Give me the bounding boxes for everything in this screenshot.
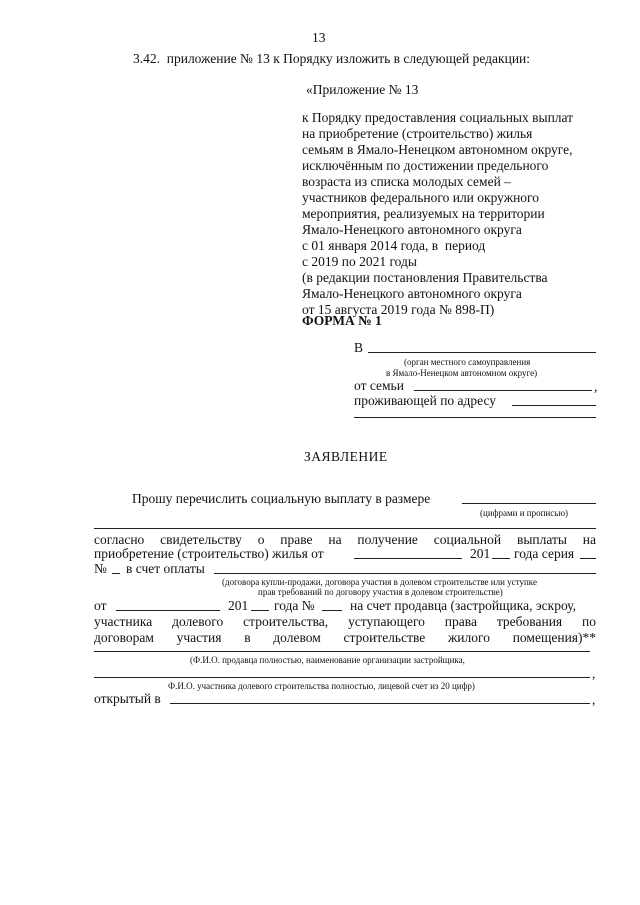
to-caption: (орган местного самоуправления	[404, 357, 531, 367]
page-number: 13	[312, 30, 326, 45]
appendix-line: к Порядку предоставления социальных выплат	[302, 110, 574, 125]
address-label: проживающей по адресу	[354, 393, 497, 408]
bank-field-line[interactable]	[170, 703, 590, 704]
appendix-line: с 2019 по 2021 годы	[302, 254, 417, 269]
number-field-line[interactable]	[322, 610, 342, 611]
comma: ,	[594, 379, 598, 394]
comma: ,	[592, 692, 596, 707]
body-line-5: участника долевого строительства, уступающего права требования по	[94, 614, 596, 629]
body-text: в счет оплаты	[126, 561, 205, 576]
appendix-line: от 15 августа 2019 года № 898-П)	[302, 302, 495, 317]
body-text: 201	[470, 546, 491, 561]
form-title: ФОРМА № 1	[302, 313, 382, 328]
amount-caption: (цифрами и прописью)	[480, 508, 569, 518]
from-family-label: от семьи	[354, 378, 404, 393]
address-field-line-2[interactable]	[354, 417, 596, 418]
contract-caption: (договора купли-продажи, договора участия в долевом строительстве или уступке	[222, 577, 537, 587]
appendix-line: на приобретение (строительство) жилья	[302, 126, 533, 141]
number-field-line[interactable]	[112, 573, 120, 574]
appendix-line: исключённым по достижении предельного	[302, 158, 549, 173]
body-text: года №	[274, 598, 315, 613]
from-family-field-line[interactable]	[414, 390, 592, 391]
amount-field-line-2[interactable]	[94, 528, 596, 529]
date-field-line[interactable]	[354, 558, 462, 559]
date-field-line[interactable]	[116, 610, 220, 611]
body-text: от	[94, 598, 107, 613]
payment-field-line[interactable]	[214, 573, 596, 574]
request-text: Прошу перечислить социальную выплату в размере	[132, 491, 431, 506]
opened-in-label: открытый в	[94, 691, 161, 706]
appendix-line: участников федерального или окружного	[302, 190, 539, 205]
appendix-line: Ямало-Ненецкого автономного округа	[302, 222, 522, 237]
participant-field-line[interactable]	[94, 677, 590, 678]
year-field-line[interactable]	[492, 558, 510, 559]
series-field-line[interactable]	[580, 558, 596, 559]
amount-field-line[interactable]	[462, 503, 596, 504]
seller-caption: (Ф.И.О. продавца полностью, наименование организации застройщика,	[190, 655, 465, 665]
participant-caption: Ф.И.О. участника долевого строительства полностью, лицевой счет из 20 цифр)	[168, 681, 475, 691]
appendix-line: возраста из списка молодых семей –	[302, 174, 511, 189]
body-text: на счет продавца (застройщика, эскроу,	[350, 598, 576, 613]
body-text: №	[94, 561, 107, 576]
body-line-1: согласно свидетельству о праве на получение социальной выплаты на	[94, 532, 596, 547]
body-text: года серия	[514, 546, 575, 561]
seller-field-line[interactable]	[94, 651, 590, 652]
appendix-line: Ямало-Ненецкого автономного округа	[302, 286, 522, 301]
section-heading: 3.42. приложение № 13 к Порядку изложить в следующей редакции:	[133, 51, 531, 66]
body-text: 201	[228, 598, 249, 613]
to-field-line[interactable]	[368, 352, 596, 353]
appendix-line: мероприятия, реализуемых на территории	[302, 206, 545, 221]
appendix-line: семьям в Ямало-Ненецком автономном округе,	[302, 142, 573, 157]
contract-caption: прав требований по договору участия в долевом строительстве)	[258, 587, 503, 597]
body-line-6: договорам участия в долевом строительстве жилого помещения)**	[94, 630, 596, 645]
statement-title: ЗАЯВЛЕНИЕ	[304, 449, 388, 464]
appendix-line: с 01 января 2014 года, в период	[302, 238, 486, 253]
to-caption: в Ямало-Ненецком автономном округе)	[386, 368, 538, 378]
address-field-line[interactable]	[512, 405, 596, 406]
appendix-title: «Приложение № 13	[306, 82, 419, 97]
appendix-line: (в редакции постановления Правительства	[302, 270, 548, 285]
body-text: приобретение (строительство) жилья от	[94, 546, 324, 561]
comma: ,	[592, 666, 596, 681]
to-prefix: В	[354, 340, 364, 355]
year-field-line[interactable]	[251, 610, 269, 611]
